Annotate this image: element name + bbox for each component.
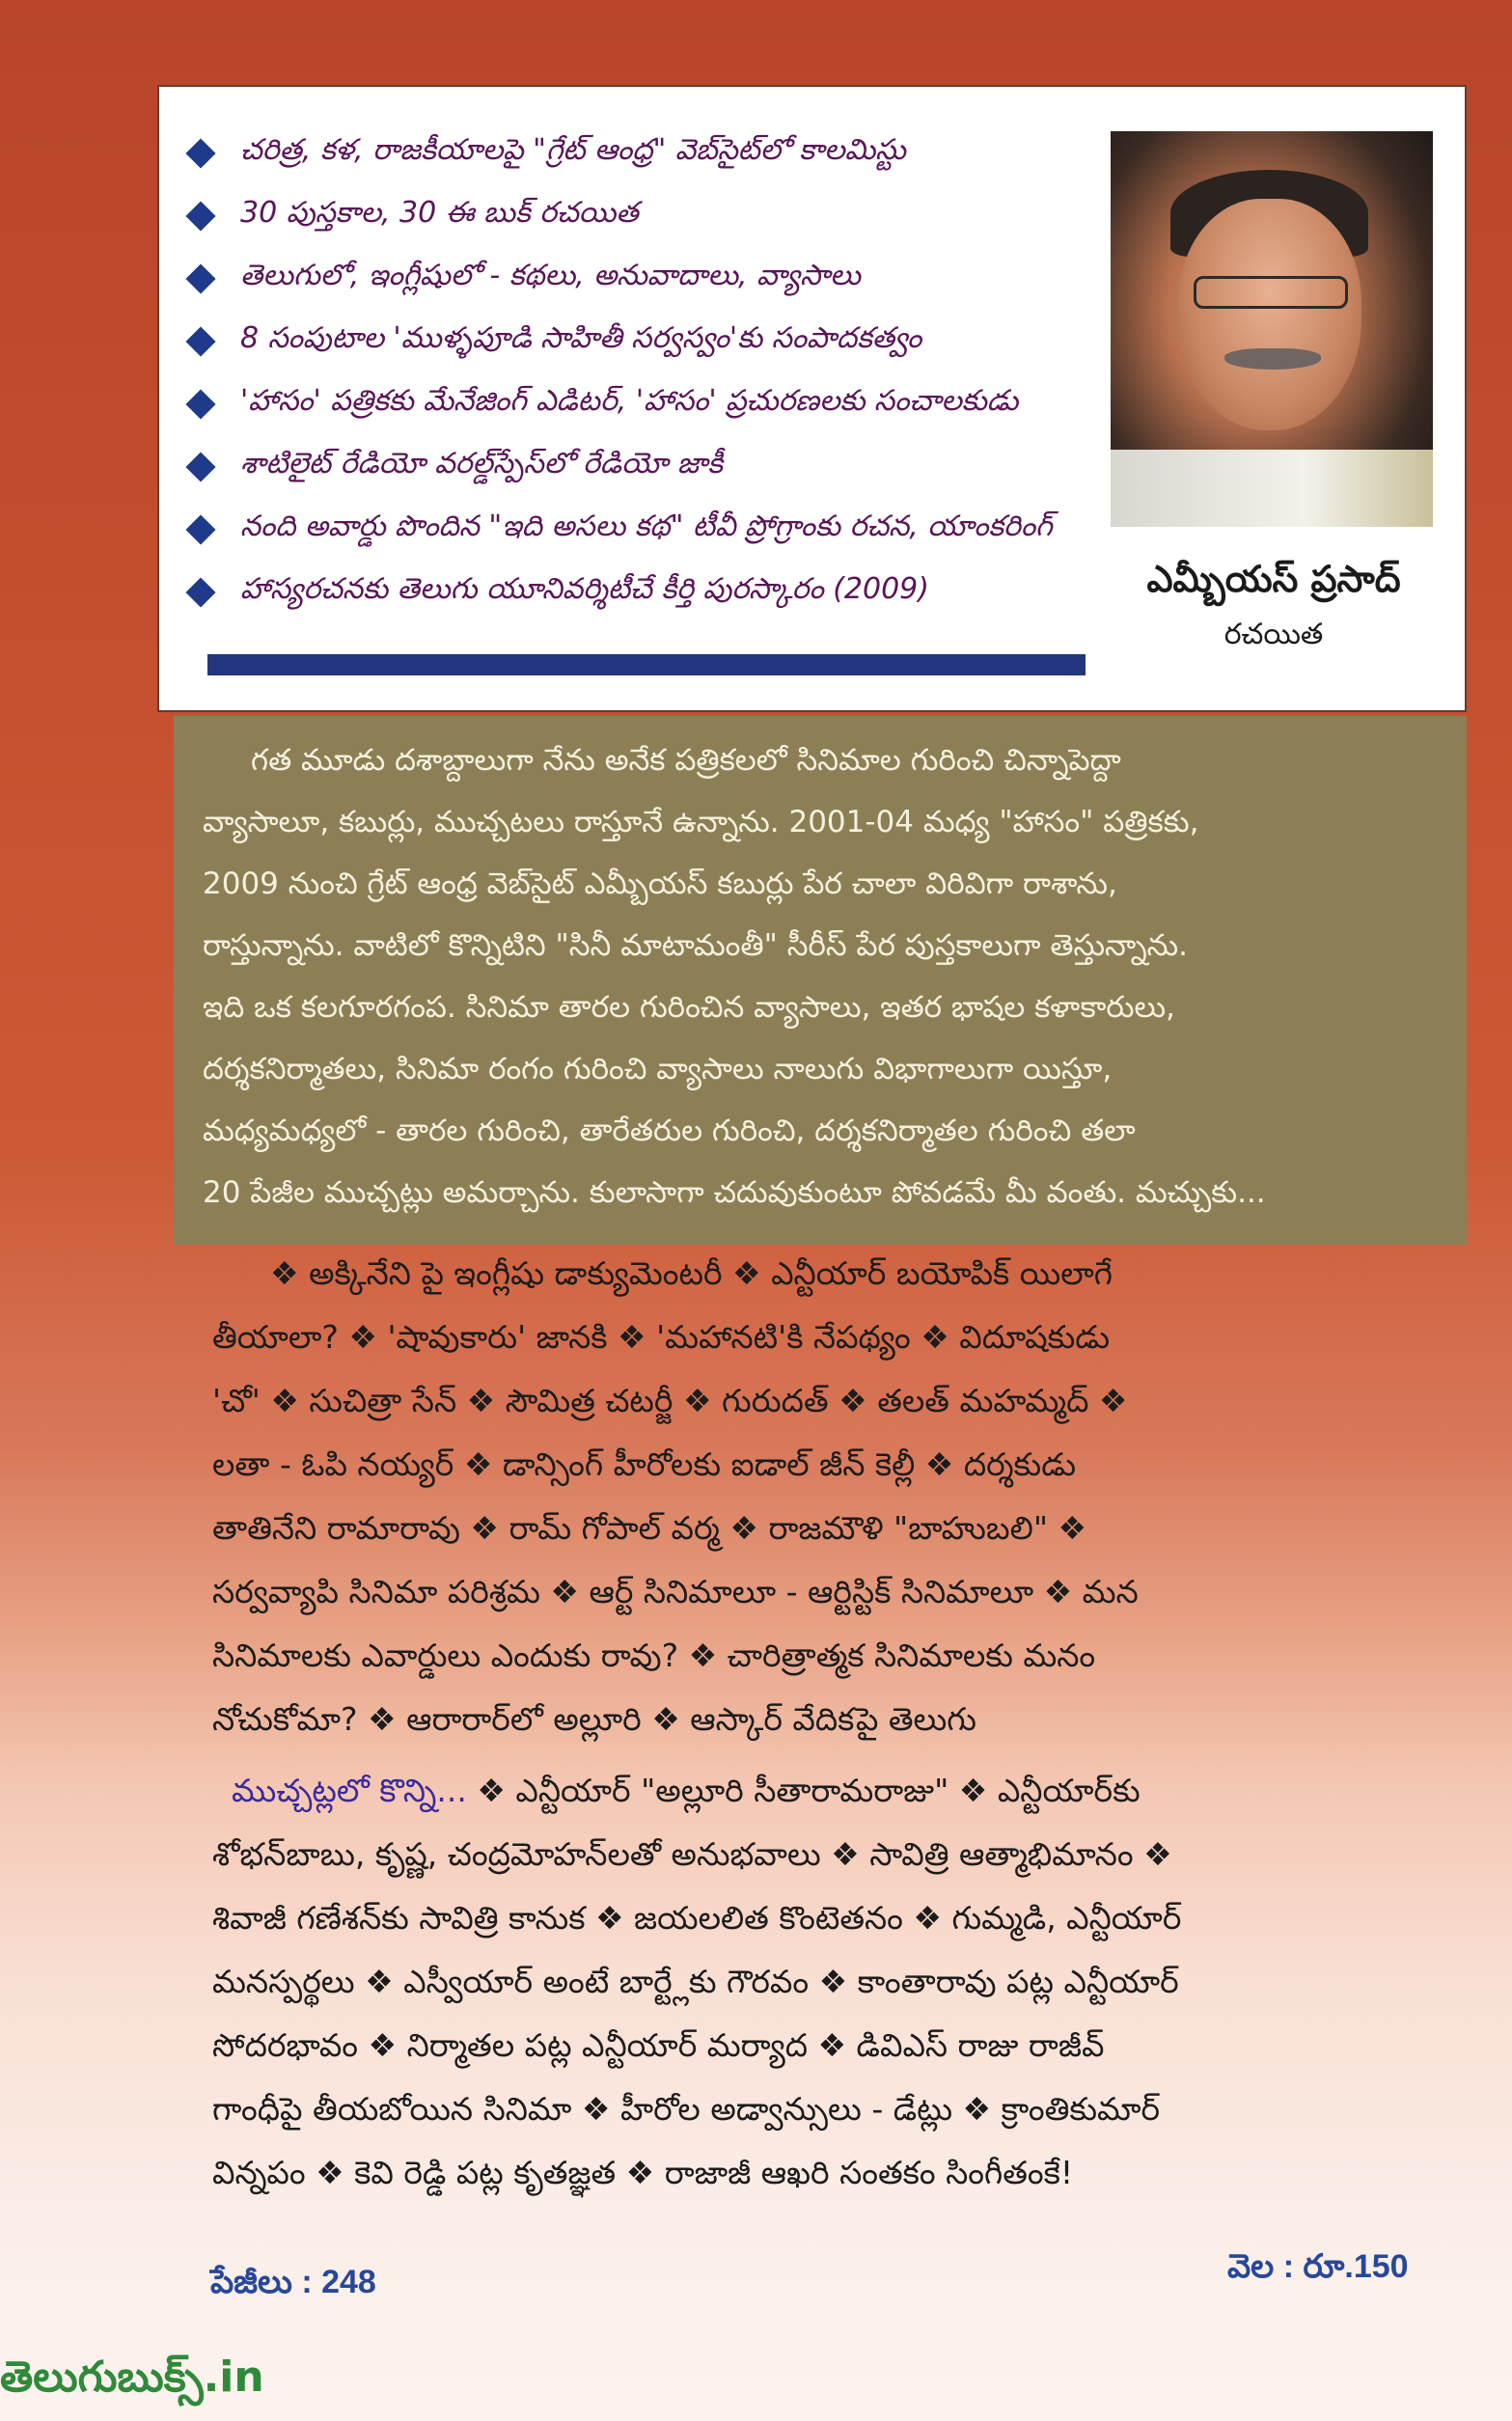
price: వెల : రూ.150	[1227, 2248, 1409, 2285]
intro-line: 2009 నుంచి గ్రేట్ ఆంధ్ర వెబ్‌సైట్ ఎమ్బీయస్ కబుర్లు పేర చాలా విరివిగా రాశాను,	[203, 867, 1117, 901]
author-photo	[1111, 131, 1433, 527]
list-item: శాటిలైట్ రేడియో వరల్డ్‌స్పేస్‌లో రేడియో జాకీ	[179, 435, 1143, 498]
muchatlu-line: శోభన్‌బాబు, కృష్ణ, చంద్రమోహన్‌లతో అనుభవాలు ❖ సావిత్రి ఆత్మాభిమానం ❖	[212, 1835, 1172, 1873]
muchatlu-line: శివాజీ గణేశన్‌కు సావిత్రి కానుక ❖ జయలలిత కొంటెతనం ❖ గుమ్మడి, ఎన్టీయార్	[212, 1899, 1182, 1937]
muchatlu-line: సోదరభావం ❖ నిర్మాతల పట్ల ఎన్టీయార్ మర్యాద ❖ డివిఎస్ రాజు రాజీవ్	[212, 2026, 1105, 2064]
author-role: రచయిత	[1223, 618, 1324, 651]
diamond-bullet-icon	[185, 138, 215, 168]
list-item: 8 సంపుటాల 'ముళ్ళపూడి సాహితీ సర్వస్వం'కు సంపాదకత్వం	[179, 310, 1143, 372]
intro-box	[174, 716, 1467, 1245]
intro-line: మధ్యమధ్యలో - తారల గురించి, తారేతరుల గురించి, దర్శకనిర్మాతల గురించి తలా	[203, 1114, 1136, 1148]
topics-line: తీయాలా? ❖ 'షావుకారు' జానకి ❖ 'మహానటి'కి నేపథ్యం ❖ విదూషకుడు	[212, 1318, 1111, 1356]
topics-line: సర్వవ్యాపి సినిమా పరిశ్రమ ❖ ఆర్ట్ సినిమాలూ - ఆర్టిస్టిక్ సినిమాలూ ❖ మన	[212, 1573, 1139, 1610]
list-item: 30 పుస్తకాల, 30 ఈ బుక్ రచయిత	[179, 184, 1143, 247]
divider-bar	[207, 654, 1086, 675]
topics-line: తాతినేని రామారావు ❖ రామ్ గోపాల్ వర్మ ❖ రాజమౌళి "బాహుబలి" ❖	[212, 1509, 1087, 1547]
muchatlu-first-line: ముచ్చట్లలో కొన్ని... ❖ ఎన్టీయార్ "అల్లూరి సీతారామరాజు" ❖ ఎన్టీయార్‌కు	[232, 1772, 1141, 1809]
diamond-bullet-icon	[185, 263, 215, 293]
diamond-bullet-icon	[185, 514, 215, 544]
intro-line: వ్యాసాలూ, కబుర్లు, ముచ్చటలు రాస్తూనే ఉన్నాను. 2001-04 మధ్య "హాసం" పత్రికకు,	[203, 805, 1199, 839]
muchatlu-line: విన్నపం ❖ కెవి రెడ్డి పట్ల కృతజ్ఞత ❖ రాజాజీ ఆఖరి సంతకం సింగీతంకే!	[212, 2154, 1074, 2191]
author-name: ఎమ్బీయస్ ప్రసాద్	[1146, 558, 1401, 600]
list-item: నంది అవార్డు పొందిన "ఇది అసలు కథ" టీవీ ప్రోగ్రాంకు రచన, యాంకరింగ్	[179, 498, 1143, 561]
topics-line: 'చో' ❖ సుచిత్రా సేన్ ❖ సౌమిత్ర చటర్జీ ❖ గురుదత్ ❖ తలత్ మహమ్మద్ ❖	[212, 1382, 1128, 1419]
diamond-bullet-icon	[185, 389, 215, 419]
intro-line: గత మూడు దశాబ్దాలుగా నేను అనేక పత్రికలలో సినిమాల గురించి చిన్నాపెద్దా	[251, 743, 1121, 778]
intro-line: దర్శకనిర్మాతలు, సినిమా రంగం గురించి వ్యాసాలు నాలుగు విభాగాలుగా యిస్తూ,	[203, 1052, 1113, 1087]
list-item: 'హాసం' పత్రికకు మేనేజింగ్ ఎడిటర్, 'హాసం' ప్రచురణలకు సంచాలకుడు	[179, 372, 1143, 435]
intro-line: 20 పేజీల ముచ్చట్లు అమర్చాను. కులాసాగా చదువుకుంటూ పోవడమే మీ వంతు. మచ్చుకు...	[203, 1175, 1266, 1210]
author-info-box	[157, 85, 1467, 712]
muchatlu-lead: ముచ్చట్లలో కొన్ని...	[232, 1772, 467, 1809]
diamond-bullet-icon	[185, 201, 215, 231]
highlights-list	[179, 122, 1143, 623]
diamond-bullet-icon	[185, 577, 215, 607]
list-item: హాస్యరచనకు తెలుగు యూనివర్శిటీచే కీర్తి పురస్కారం (2009)	[179, 561, 1143, 623]
site-watermark: తెలుగుబుక్స్.in	[0, 2352, 264, 2402]
list-item: తెలుగులో, ఇంగ్లీషులో - కథలు, అనువాదాలు, వ్యాసాలు	[179, 247, 1143, 310]
topics-line: సినిమాలకు ఎవార్డులు ఎందుకు రావు? ❖ చారిత్రాత్మక సినిమాలకు మనం	[212, 1637, 1096, 1674]
muchatlu-line: గాంధీపై తీయబోయిన సినిమా ❖ హీరోల అడ్వాన్సులు - డేట్లు ❖ క్రాంతికుమార్	[212, 2090, 1161, 2128]
intro-line: రాస్తున్నాను. వాటిలో కొన్నిటిని "సినీ మాటామంతీ" సీరీస్ పేర పుస్తకాలుగా తెస్తున్నాను.	[203, 928, 1188, 963]
page-count: పేజీలు : 248	[210, 2264, 376, 2300]
diamond-bullet-icon	[185, 452, 215, 481]
topics-line: నోచుకోమా? ❖ ఆరారార్‌లో అల్లూరి ❖ ఆస్కార్ వేదికపై తెలుగు	[212, 1700, 976, 1738]
diamond-bullet-icon	[185, 326, 215, 356]
muchatlu-line: మనస్పర్థలు ❖ ఎస్వీయార్ అంటే బార్ట్లేకు గౌరవం ❖ కాంతారావు పట్ల ఎన్టీయార్	[212, 1963, 1179, 2000]
intro-line: ఇది ఒక కలగూరగంప. సినిమా తారల గురించిన వ్యాసాలు, ఇతర భాషల కళాకారులు,	[203, 990, 1176, 1025]
list-item: చరిత్ర, కళ, రాజకీయాలపై "గ్రేట్ ఆంధ్ర" వెబ్‌సైట్‌లో కాలమిస్టు	[179, 122, 1143, 184]
topics-line: ❖ అక్కినేని పై ఇంగ్లీషు డాక్యుమెంటరీ ❖ ఎన్టీయార్ బయోపిక్ యిలాగే	[270, 1254, 1113, 1292]
topics-line: లతా - ఓపి నయ్యర్ ❖ డాన్సింగ్ హీరోలకు ఐడాల్ జీన్ కెల్లీ ❖ దర్శకుడు	[212, 1445, 1077, 1483]
